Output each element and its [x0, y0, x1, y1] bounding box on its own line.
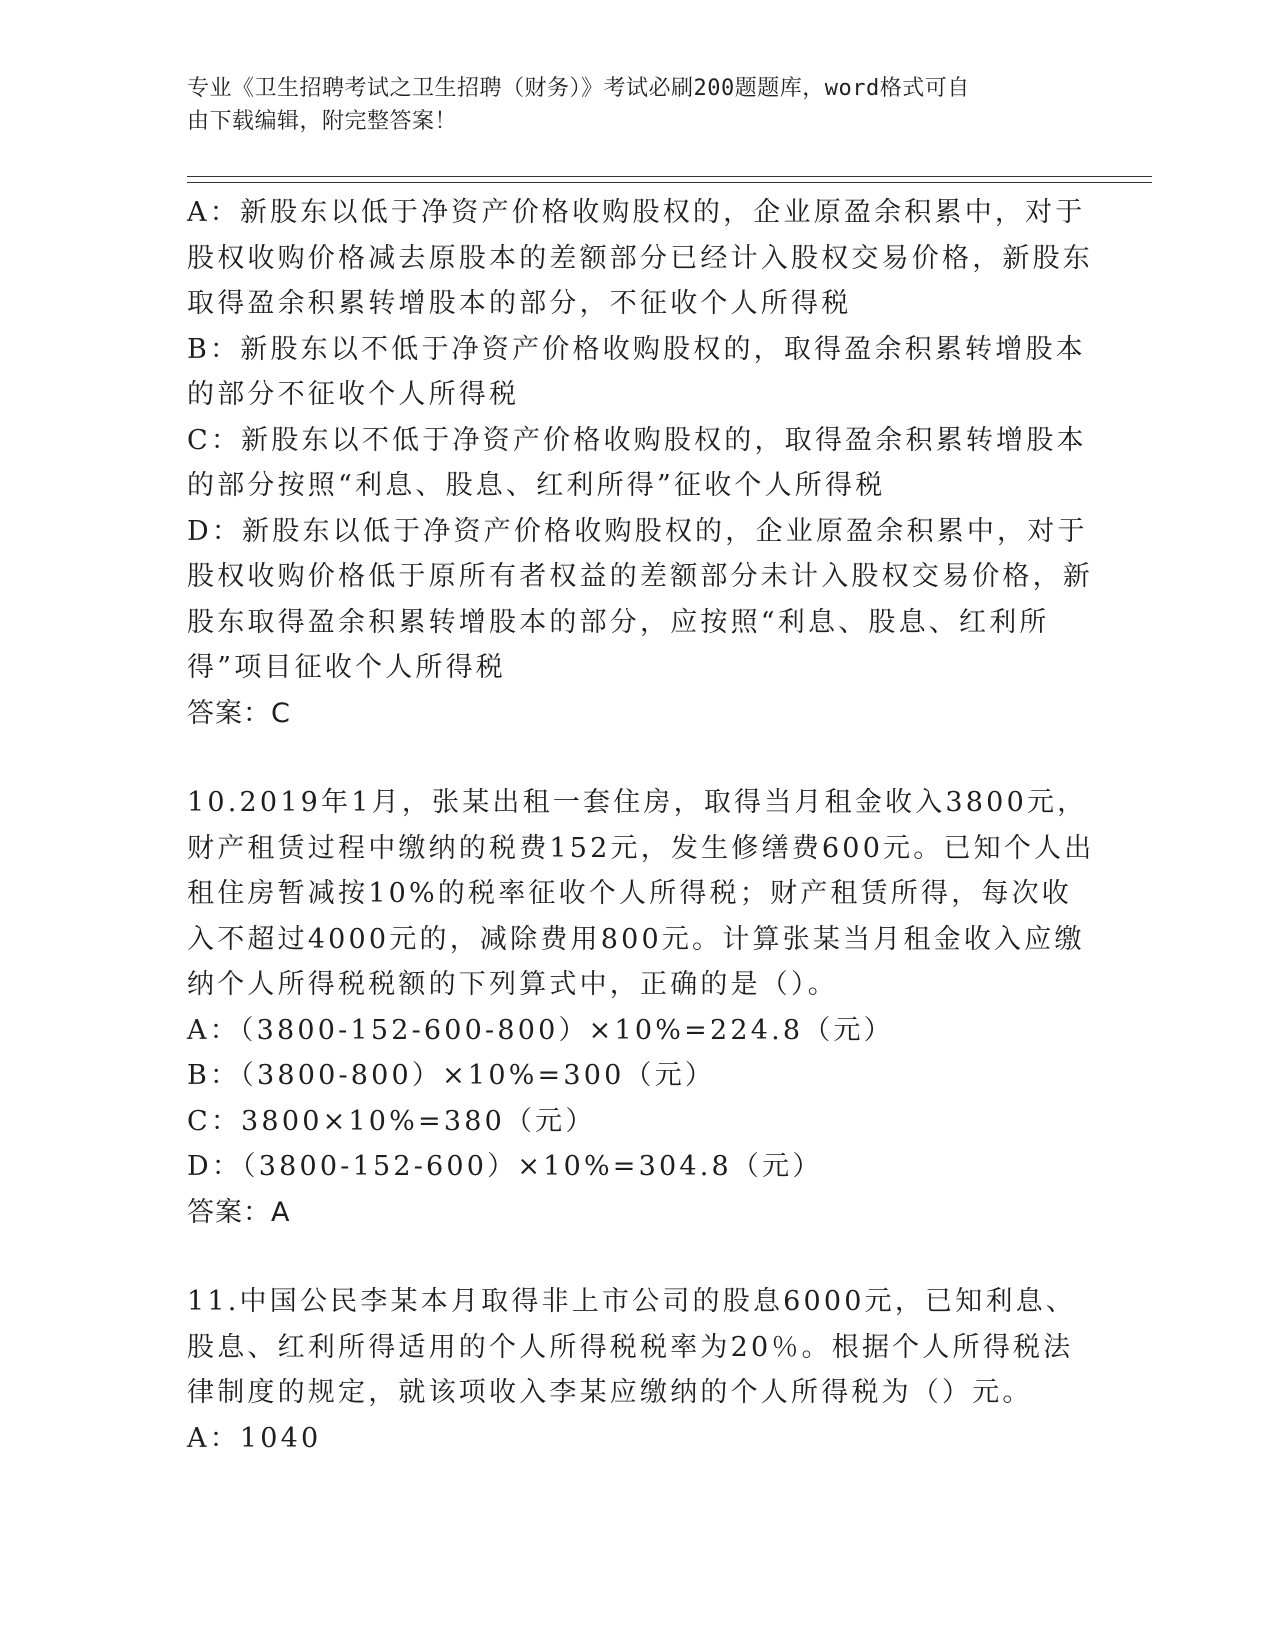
spacer	[187, 736, 1097, 780]
spacer	[187, 1235, 1097, 1279]
document-body	[187, 190, 1097, 1461]
option-d: D：新股东以低于净资产价格收购股权的，企业原盈余积累中，对于股权收购价格低于原所有者权益的差额部分未计入股权交易价格，新股东取得盈余积累转增股本的部分，应按照“利息、股息、红利所得”项目征收个人所得税	[187, 515, 1093, 683]
header-title-line-2: 由下载编辑，附完整答案！	[187, 109, 458, 134]
option-b: B：新股东以不低于净资产价格收购股权的，取得盈余积累转增股本的部分不征收个人所得税	[187, 333, 1086, 410]
option-a: A：（3800-152-600-800）×10%=224.8（元）	[187, 1014, 894, 1046]
header-divider-bottom	[187, 182, 1152, 183]
answer: 答案：A	[187, 1196, 291, 1228]
header-divider-top	[187, 176, 1152, 177]
document-header	[187, 72, 1087, 138]
option-b: B：（3800-800）×10%=300（元）	[187, 1060, 716, 1091]
question-11	[187, 1279, 1097, 1461]
option-c: C：新股东以不低于净资产价格收购股权的，取得盈余积累转增股本的部分按照“利息、股息、红利所得”征收个人所得税	[187, 424, 1087, 501]
option-a: A：新股东以低于净资产价格收购股权的，企业原盈余积累中，对于股权收购价格减去原股本的差额部分已经计入股权交易价格，新股东取得盈余积累转增股本的部分，不征收个人所得税	[187, 197, 1093, 319]
option-a: A：1040	[187, 1422, 322, 1454]
question-9	[187, 190, 1097, 736]
option-c: C：3800×10%=380（元）	[187, 1105, 596, 1137]
option-d: D：（3800-152-600）×10%=304.8（元）	[187, 1151, 823, 1182]
answer: 答案：C	[187, 697, 291, 729]
question-stem: 11.中国公民李某本月取得非上市公司的股息6000元，已知利息、股息、红利所得适用的个人所得税税率为20％。根据个人所得税法律制度的规定，就该项收入李某应缴纳的个人所得税为（）元。	[187, 1286, 1077, 1408]
question-10	[187, 780, 1097, 1235]
question-stem: 10.2019年1月，张某出租一套住房，取得当月租金收入3800元，财产租赁过程中缴纳的税费152元，发生修缮费600元。已知个人出租住房暂减按10%的税率征收个人所得税；财产租赁所得，每次收入不超过4000元的，减除费用800元。计算张某当月租金收入应缴纳个人所得税税额的下列算式中，正确的是（）。	[187, 787, 1095, 1000]
header-title-line-1: 专业《卫生招聘考试之卫生招聘（财务）》考试必刷200题题库，word格式可自	[187, 76, 970, 101]
